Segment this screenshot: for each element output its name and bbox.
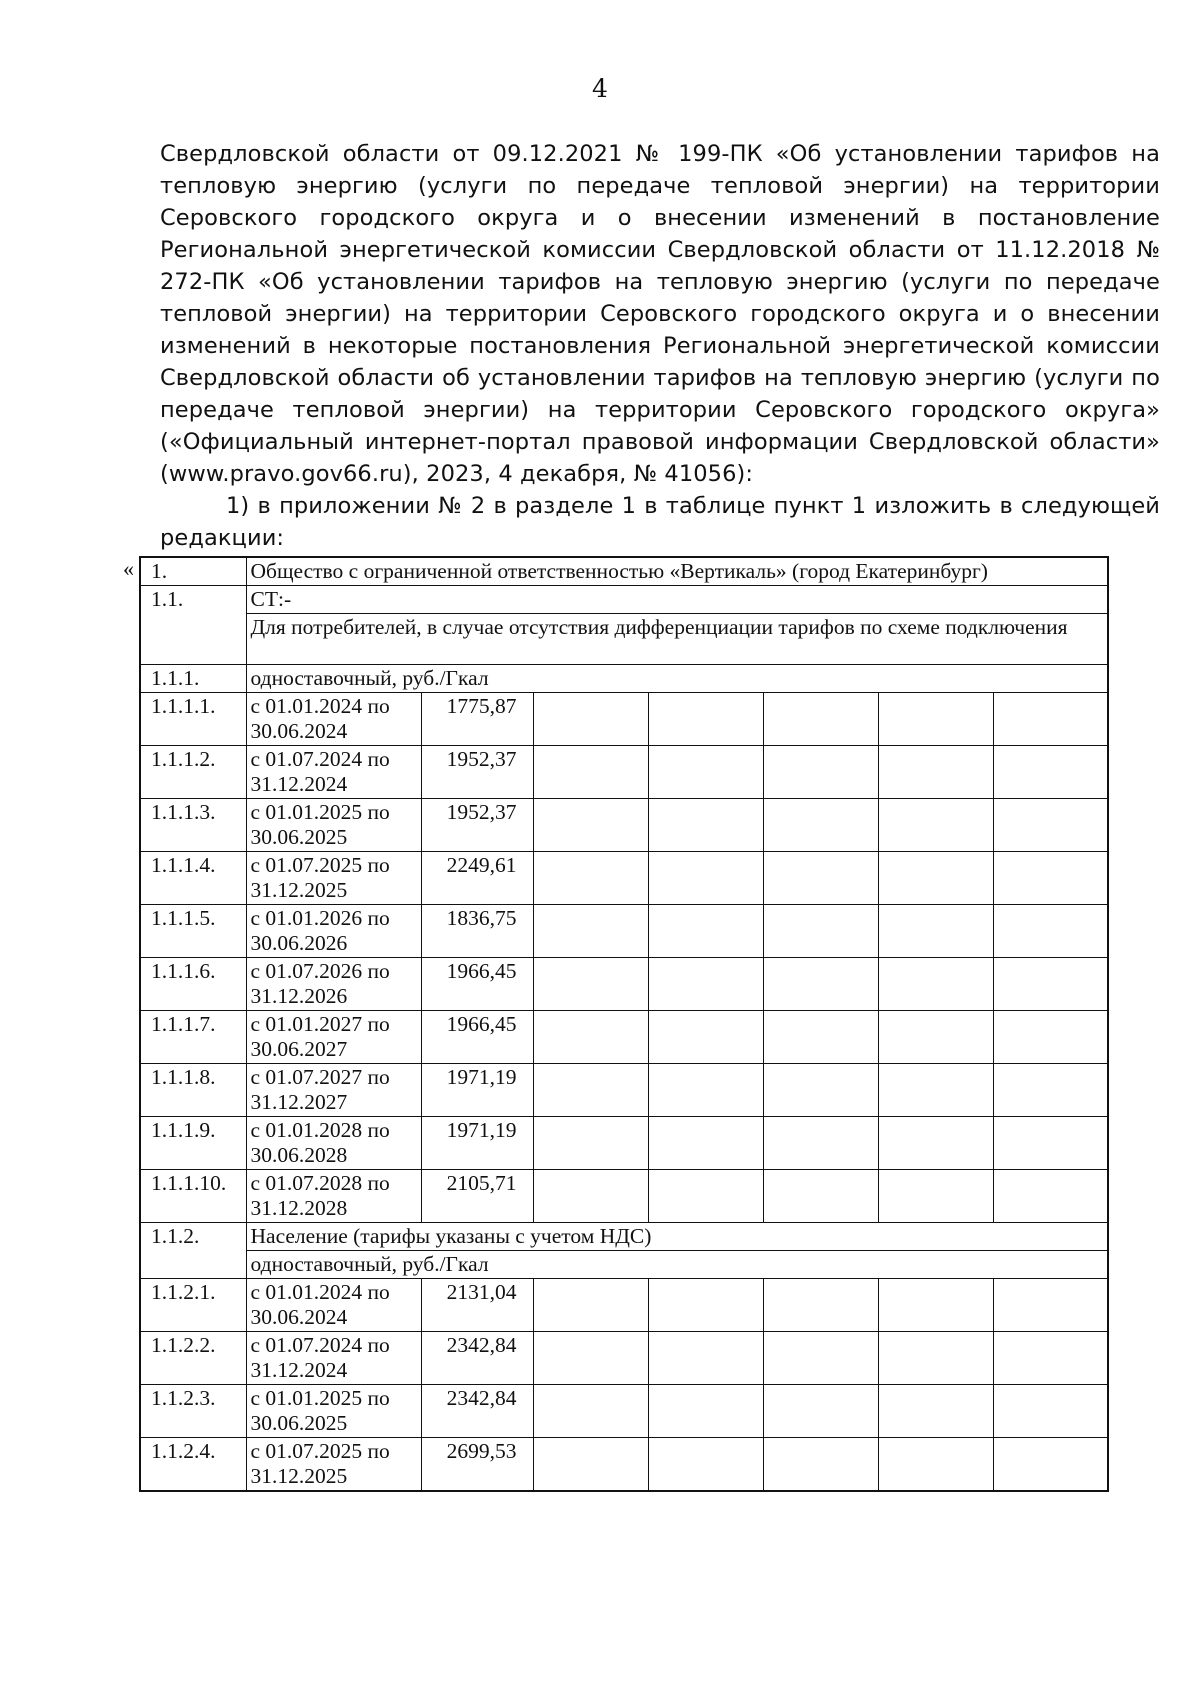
cell-empty	[878, 1011, 993, 1064]
cell-single-rate-label-2: одноставочный, руб./Гкал	[246, 1251, 1108, 1279]
cell-empty	[533, 1279, 648, 1332]
table-row	[140, 958, 1108, 1011]
cell-empty	[533, 693, 648, 746]
paragraph-main: Свердловской области от 09.12.2021 № 199-ПК «Об установлении тарифов на тепловую энергию (услуги по передаче тепловой энергии) на территории Серовского городского округа и о внесении изменений в постановление Региональной энергетической комиссии Свердловской области от 11.12.2018 № 272-ПК «Об установлении тарифов на тепловую энергию (услуги по передаче тепловой энергии) на территории Серовского городского округа и о внесении изменений в некоторые постановления Региональной энергетической комиссии Свердловской области об установлении тарифов на тепловую энергию (услуги по передаче тепловой энергии) на территории Серовского городского округа» («Официальный интернет-портал правовой информации Свердловской области» (www.pravo.gov66.ru), 2023, 4 декабря, № 41056):	[160, 141, 1160, 487]
cell-empty	[648, 852, 763, 905]
cell-empty	[763, 799, 878, 852]
cell-empty	[533, 958, 648, 1011]
cell-empty	[763, 1332, 878, 1385]
cell-value: 2342,84	[421, 1385, 533, 1438]
cell-population-label: Население (тарифы указаны с учетом НДС)	[246, 1223, 1108, 1251]
cell-num: 1.1.2.2.	[140, 1332, 246, 1385]
cell-num: 1.1.1.1.	[140, 693, 246, 746]
table-row-org	[140, 557, 1108, 586]
cell-value: 2342,84	[421, 1332, 533, 1385]
cell-empty	[533, 1117, 648, 1170]
cell-num: 1.1.1.5.	[140, 905, 246, 958]
cell-empty	[993, 746, 1108, 799]
table-row	[140, 746, 1108, 799]
cell-value: 2699,53	[421, 1438, 533, 1492]
cell-empty	[878, 1279, 993, 1332]
tariff-table	[139, 556, 1109, 1492]
cell-empty	[648, 1117, 763, 1170]
cell-num: 1.1.2.3.	[140, 1385, 246, 1438]
cell-value: 1775,87	[421, 693, 533, 746]
table-row	[140, 693, 1108, 746]
cell-period: с 01.07.2026 по 31.12.2026	[246, 958, 421, 1011]
opening-quote-mark: «	[123, 556, 134, 581]
cell-value: 2249,61	[421, 852, 533, 905]
cell-empty	[648, 693, 763, 746]
cell-single-rate-num: 1.1.1.	[140, 665, 246, 693]
cell-empty	[648, 958, 763, 1011]
cell-empty	[533, 905, 648, 958]
cell-empty	[993, 1011, 1108, 1064]
cell-empty	[763, 1438, 878, 1492]
cell-value: 2105,71	[421, 1170, 533, 1223]
paragraph-item: 1) в приложении № 2 в разделе 1 в таблице пункт 1 изложить в следующей редакции:	[160, 493, 1160, 551]
cell-num: 1.1.2.1.	[140, 1279, 246, 1332]
cell-num: 1.1.1.3.	[140, 799, 246, 852]
cell-period: с 01.01.2025 по 30.06.2025	[246, 799, 421, 852]
cell-num: 1.1.1.8.	[140, 1064, 246, 1117]
cell-empty	[533, 799, 648, 852]
cell-empty	[533, 1438, 648, 1492]
cell-value: 1952,37	[421, 799, 533, 852]
cell-empty	[993, 693, 1108, 746]
cell-empty	[878, 958, 993, 1011]
cell-empty	[533, 1332, 648, 1385]
cell-period: с 01.01.2028 по 30.06.2028	[246, 1117, 421, 1170]
cell-period: с 01.07.2028 по 31.12.2028	[246, 1170, 421, 1223]
cell-empty	[878, 852, 993, 905]
cell-period: с 01.07.2025 по 31.12.2025	[246, 1438, 421, 1492]
cell-empty	[648, 799, 763, 852]
cell-num: 1.1.1.4.	[140, 852, 246, 905]
cell-empty	[878, 1385, 993, 1438]
cell-period: с 01.07.2027 по 31.12.2027	[246, 1064, 421, 1117]
cell-st-label: СТ:-	[246, 586, 1108, 614]
cell-empty	[533, 852, 648, 905]
cell-num: 1.1.1.2.	[140, 746, 246, 799]
table-row	[140, 1279, 1108, 1332]
cell-empty	[648, 1011, 763, 1064]
cell-empty	[648, 1438, 763, 1492]
cell-empty	[648, 1385, 763, 1438]
cell-empty	[648, 1279, 763, 1332]
table-row-population	[140, 1223, 1108, 1251]
cell-empty	[993, 852, 1108, 905]
cell-empty	[878, 1332, 993, 1385]
cell-empty	[993, 1117, 1108, 1170]
table-row	[140, 1438, 1108, 1492]
cell-empty	[878, 1117, 993, 1170]
cell-empty	[533, 1011, 648, 1064]
table-row-single-rate	[140, 665, 1108, 693]
cell-empty	[533, 1064, 648, 1117]
cell-value: 1836,75	[421, 905, 533, 958]
cell-empty	[878, 1170, 993, 1223]
cell-empty	[763, 693, 878, 746]
cell-st-num: 1.1.	[140, 586, 246, 665]
table-row-single-rate-2	[140, 1251, 1108, 1279]
table-row	[140, 1117, 1108, 1170]
cell-org-num: 1.	[140, 557, 246, 586]
cell-empty	[878, 1064, 993, 1117]
cell-empty	[763, 852, 878, 905]
cell-empty	[993, 958, 1108, 1011]
cell-empty	[993, 905, 1108, 958]
cell-empty	[993, 1385, 1108, 1438]
cell-empty	[648, 746, 763, 799]
cell-empty	[648, 905, 763, 958]
table-row	[140, 1064, 1108, 1117]
cell-period: с 01.01.2026 по 30.06.2026	[246, 905, 421, 958]
table-row	[140, 852, 1108, 905]
table-row-st	[140, 586, 1108, 614]
cell-num: 1.1.1.9.	[140, 1117, 246, 1170]
cell-empty	[648, 1064, 763, 1117]
cell-org-name: Общество с ограниченной ответственностью «Вертикаль» (город Екатеринбург)	[246, 557, 1108, 586]
cell-empty	[993, 799, 1108, 852]
cell-consumers-label: Для потребителей, в случае отсутствия дифференциации тарифов по схеме подключения	[246, 614, 1108, 665]
cell-empty	[763, 1064, 878, 1117]
cell-empty	[993, 1332, 1108, 1385]
cell-value: 2131,04	[421, 1279, 533, 1332]
cell-num: 1.1.1.7.	[140, 1011, 246, 1064]
cell-value: 1971,19	[421, 1117, 533, 1170]
cell-period: с 01.01.2024 по 30.06.2024	[246, 693, 421, 746]
cell-period: с 01.07.2024 по 31.12.2024	[246, 746, 421, 799]
cell-empty	[533, 1385, 648, 1438]
cell-empty	[993, 1170, 1108, 1223]
cell-period: с 01.01.2027 по 30.06.2027	[246, 1011, 421, 1064]
table-row-consumers	[140, 614, 1108, 665]
table-row	[140, 1011, 1108, 1064]
cell-empty	[648, 1332, 763, 1385]
cell-single-rate-label: одноставочный, руб./Гкал	[246, 665, 1108, 693]
cell-period: с 01.07.2024 по 31.12.2024	[246, 1332, 421, 1385]
cell-empty	[878, 799, 993, 852]
cell-value: 1971,19	[421, 1064, 533, 1117]
cell-empty	[648, 1170, 763, 1223]
table-row	[140, 1332, 1108, 1385]
table-row	[140, 799, 1108, 852]
cell-empty	[763, 1279, 878, 1332]
cell-empty	[878, 746, 993, 799]
cell-empty	[763, 905, 878, 958]
cell-num: 1.1.1.10.	[140, 1170, 246, 1223]
cell-period: с 01.01.2024 по 30.06.2024	[246, 1279, 421, 1332]
cell-empty	[533, 746, 648, 799]
cell-num: 1.1.2.4.	[140, 1438, 246, 1492]
cell-empty	[993, 1438, 1108, 1492]
cell-empty	[533, 1170, 648, 1223]
table-row	[140, 1170, 1108, 1223]
cell-value: 1952,37	[421, 746, 533, 799]
cell-period: с 01.01.2025 по 30.06.2025	[246, 1385, 421, 1438]
cell-num: 1.1.1.6.	[140, 958, 246, 1011]
cell-empty	[878, 905, 993, 958]
cell-empty	[763, 1385, 878, 1438]
cell-population-num: 1.1.2.	[140, 1223, 246, 1279]
cell-value: 1966,45	[421, 958, 533, 1011]
cell-empty	[993, 1279, 1108, 1332]
cell-value: 1966,45	[421, 1011, 533, 1064]
cell-empty	[763, 746, 878, 799]
body-text	[160, 138, 1160, 554]
cell-empty	[763, 1170, 878, 1223]
cell-empty	[993, 1064, 1108, 1117]
cell-empty	[878, 693, 993, 746]
page-number: 4	[592, 74, 608, 103]
cell-empty	[763, 1011, 878, 1064]
cell-empty	[763, 958, 878, 1011]
table-row	[140, 1385, 1108, 1438]
cell-empty	[763, 1117, 878, 1170]
cell-empty	[878, 1438, 993, 1492]
table-row	[140, 905, 1108, 958]
cell-period: с 01.07.2025 по 31.12.2025	[246, 852, 421, 905]
